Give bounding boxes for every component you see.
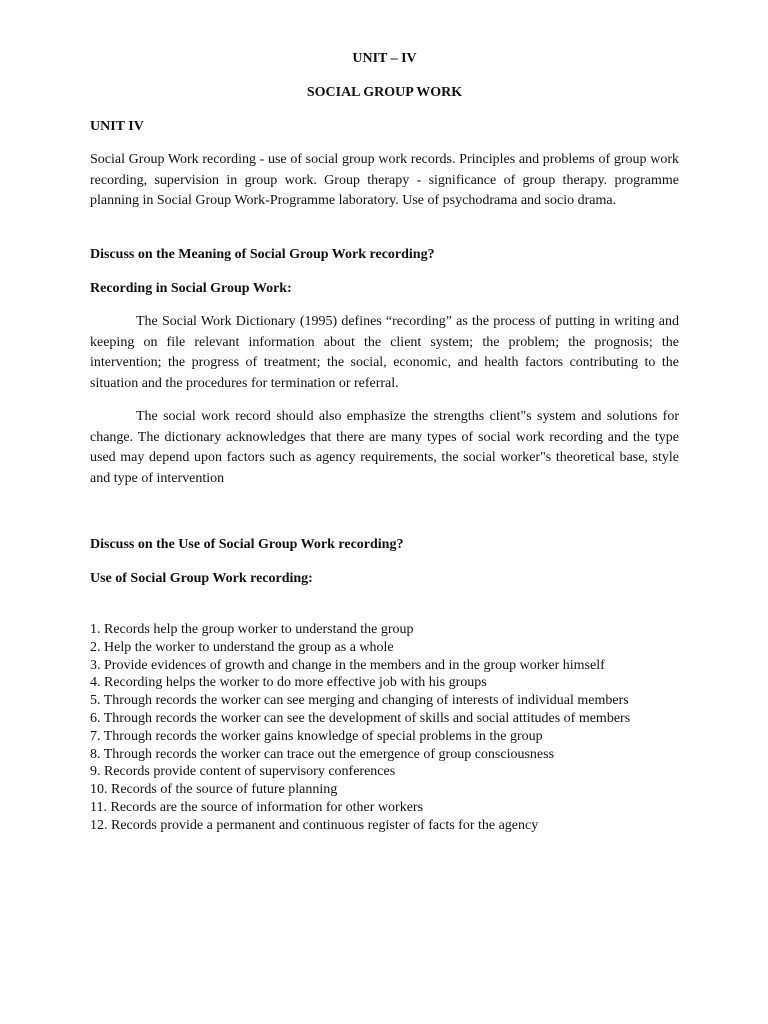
list-item: 3. Provide evidences of growth and change in the members and in the group worker himself bbox=[90, 657, 605, 673]
use-heading: Use of Social Group Work recording: bbox=[90, 571, 313, 586]
recording-heading: Recording in Social Group Work: bbox=[90, 281, 292, 296]
list-item: 1. Records help the group worker to understand the group bbox=[90, 622, 414, 637]
syllabus-paragraph: Social Group Work recording - use of social group work records. Principles and problems of group work recording, supervision in group work. Group therapy - significance of group therapy. programme planning in Social Group Work-Programme laboratory. Use of psychodrama and socio drama. bbox=[90, 152, 679, 208]
strengths-paragraph: The social work record should also emphasize the strengths client"s system and solutions for change. The dictionary acknowledges that there are many types of social work recording and the type used may depend upon factors such as agency requirements, the social worker"s theoretical base, style and type of intervention bbox=[90, 409, 679, 486]
list-item: 5. Through records the worker can see merging and changing of interests of individual members bbox=[90, 693, 629, 709]
unit-title: UNIT – IV bbox=[352, 51, 417, 66]
list-item: 2. Help the worker to understand the group as a whole bbox=[90, 639, 394, 655]
list-item: 8. Through records the worker can trace out the emergence of group consciousness bbox=[90, 746, 555, 762]
list-item: 4. Recording helps the worker to do more effective job with his groups bbox=[90, 675, 487, 691]
section-title: SOCIAL GROUP WORK bbox=[306, 85, 463, 100]
list-item: 11. Records are the source of information for other workers bbox=[90, 799, 424, 815]
list-item: 12. Records provide a permanent and continuous register of facts for the agency bbox=[90, 817, 539, 833]
list-item: 7. Through records the worker gains knowledge of special problems in the group bbox=[90, 728, 543, 744]
uses-list bbox=[90, 621, 630, 835]
question-meaning-heading: Discuss on the Meaning of Social Group Work recording? bbox=[90, 247, 435, 262]
list-item: 10. Records of the source of future planning bbox=[90, 782, 338, 798]
list-item: 6. Through records the worker can see the development of skills and social attitudes of members bbox=[90, 710, 631, 726]
question-use-heading: Discuss on the Use of Social Group Work recording? bbox=[90, 537, 404, 552]
list-item: 9. Records provide content of supervisory conferences bbox=[90, 764, 396, 780]
definition-paragraph: The Social Work Dictionary (1995) defines “recording” as the process of putting in writing and keeping on file relevant information about the client system; the problem; the prognosis; the intervention; the progress of treatment; the social, economic, and health factors contributing to the situation and the procedures for termination or referral. bbox=[90, 314, 679, 391]
unit-heading: UNIT IV bbox=[90, 119, 144, 134]
document-page bbox=[90, 0, 679, 1024]
